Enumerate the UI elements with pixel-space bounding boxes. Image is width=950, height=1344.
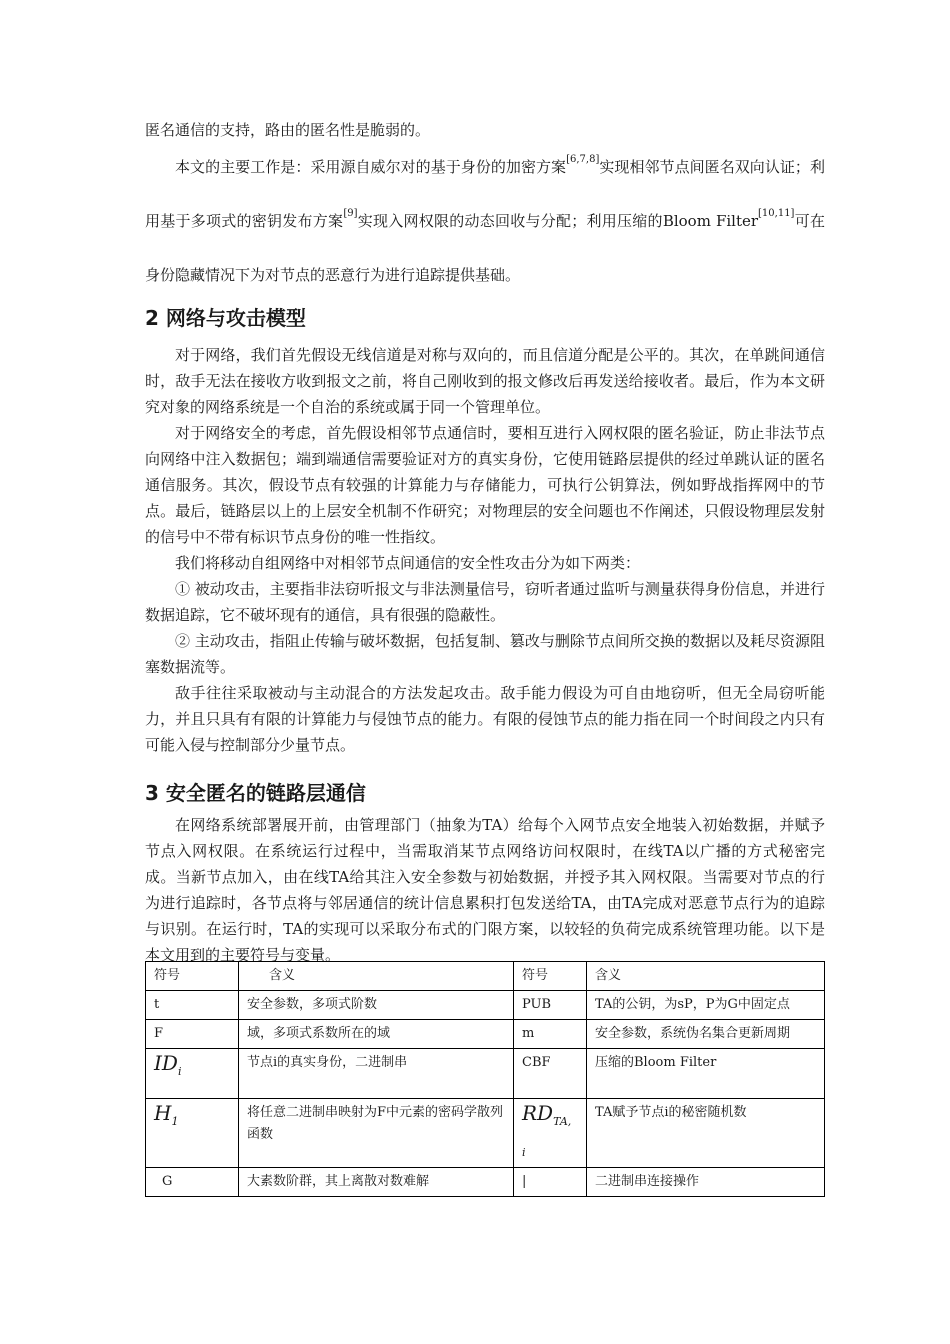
table-header: 符号	[146, 962, 239, 991]
intro-text-d: 可在身份隐藏情况下为对节点的恶意行为进行追踪提供基础。	[145, 212, 825, 284]
math-symbol	[154, 1051, 182, 1078]
symbol-subscript: i	[177, 1065, 182, 1078]
table-cell: G	[146, 1168, 239, 1197]
intro-paragraph	[145, 140, 825, 302]
symbol-main: H	[154, 1101, 172, 1125]
table-cell: m	[514, 1020, 587, 1049]
paragraph: 对于网络安全的考虑，首先假设相邻节点通信时，要相互进行入网权限的匿名验证，防止非法节点向网络中注入数据包；端到端通信需要验证对方的真实身份，它使用链路层提供的经过单跳认证的匿名通信服务。其次，假设节点有较强的计算能力与存储能力，可执行公钥算法，例如野战指挥网中的节点。最后，链路层以上的上层安全机制不作研究；对物理层的安全问题也不作阐述，只假设物理层发射的信号中不带有标识节点身份的唯一性指纹。	[145, 424, 825, 546]
table-row	[146, 1168, 825, 1197]
symbol-table	[145, 961, 825, 1197]
math-symbol	[522, 1101, 572, 1159]
table-cell	[146, 1099, 239, 1168]
symbol-main: ID	[154, 1051, 178, 1075]
table-cell: 二进制串连接操作	[587, 1168, 825, 1197]
symbol-subscript: TA, i	[522, 1115, 572, 1159]
table-row	[146, 991, 825, 1020]
citation-ref: [6,7,8]	[566, 154, 600, 165]
symbol-main: RD	[522, 1101, 554, 1125]
intro-text-b: 实现相邻节点间匿名双向认证；利用基于多项式的密钥发布方案	[145, 158, 825, 230]
table-cell: 安全参数，多项式阶数	[239, 991, 514, 1020]
table-header: 含义	[587, 962, 825, 991]
table-cell: 域，多项式系数所在的域	[239, 1020, 514, 1049]
intro-text-c: 实现入网权限的动态回收与分配；利用压缩的Bloom Filter	[357, 212, 759, 230]
table-cell: PUB	[514, 991, 587, 1020]
table-row	[146, 1049, 825, 1099]
table-cell: 节点i的真实身份，二进制串	[239, 1049, 514, 1099]
list-item: ② 主动攻击，指阻止传输与破坏数据，包括复制、篡改与删除节点间所交换的数据以及耗尽资源阻塞数据流等。	[145, 632, 825, 676]
paragraph: 我们将移动自组网络中对相邻节点间通信的安全性攻击分为如下两类：	[175, 554, 641, 572]
table-cell: TA的公钥，为sP，P为G中固定点	[587, 991, 825, 1020]
table-cell: CBF	[514, 1049, 587, 1099]
table-cell: 压缩的Bloom Filter	[587, 1049, 825, 1099]
table-cell: 安全参数，系统伪名集合更新周期	[587, 1020, 825, 1049]
intro-line: 匿名通信的支持，路由的匿名性是脆弱的。	[145, 121, 431, 139]
symbol-subscript: 1	[171, 1115, 179, 1128]
table-cell: |	[514, 1168, 587, 1197]
section-heading: 2 网络与攻击模型	[145, 306, 306, 330]
table-cell	[514, 1099, 587, 1168]
table-cell: F	[146, 1020, 239, 1049]
table-cell	[146, 1049, 239, 1099]
table-header: 符号	[514, 962, 587, 991]
section-body	[145, 812, 825, 968]
table-row	[146, 1099, 825, 1168]
paragraph: 对于网络，我们首先假设无线信道是对称与双向的，而且信道分配是公平的。其次，在单跳间通信时，敌手无法在接收方收到报文之前，将自己刚收到的报文修改后再发送给接收者。最后，作为本文研究对象的网络系统是一个自治的系统或属于同一个管理单位。	[145, 346, 825, 416]
table-header: 含义	[239, 962, 514, 991]
section-heading: 3 安全匿名的链路层通信	[145, 781, 366, 805]
table-cell: TA赋予节点i的秘密随机数	[587, 1099, 825, 1168]
table-cell: 将任意二进制串映射为F中元素的密码学散列函数	[239, 1099, 514, 1168]
citation-ref: [9]	[343, 208, 358, 219]
table-header-row	[146, 962, 825, 991]
table-cell: t	[146, 991, 239, 1020]
section-body	[145, 342, 825, 758]
table-row	[146, 1020, 825, 1049]
citation-ref: [10,11]	[758, 208, 795, 219]
paragraph: 在网络系统部署展开前，由管理部门（抽象为TA）给每个入网节点安全地装入初始数据，并赋予节点入网权限。在系统运行过程中，当需取消某节点网络访问权限时，在线TA以广播的方式秘密完成。当新节点加入，由在线TA给其注入安全参数与初始数据，并授予其入网权限。当需要对节点的行为进行追踪时，各节点将与邻居通信的统计信息累积打包发送给TA，由TA完成对恶意节点行为的追踪与识别。在运行时，TA的实现可以采取分布式的门限方案，以较轻的负荷完成系统管理功能。以下是本文用到的主要符号与变量。	[145, 816, 825, 964]
table-cell: 大素数阶群，其上离散对数难解	[239, 1168, 514, 1197]
list-item: ① 被动攻击，主要指非法窃听报文与非法测量信号，窃听者通过监听与测量获得身份信息，并进行数据追踪，它不破坏现有的通信，具有很强的隐蔽性。	[145, 580, 825, 624]
math-symbol	[154, 1101, 179, 1128]
intro-text-a: 本文的主要工作是：采用源自威尔对的基于身份的加密方案	[175, 158, 567, 176]
paragraph: 敌手往往采取被动与主动混合的方法发起攻击。敌手能力假设为可自由地窃听，但无全局窃听能力，并且只具有有限的计算能力与侵蚀节点的能力。有限的侵蚀节点的能力指在同一个时间段之内只有可能入侵与控制部分少量节点。	[145, 684, 825, 754]
